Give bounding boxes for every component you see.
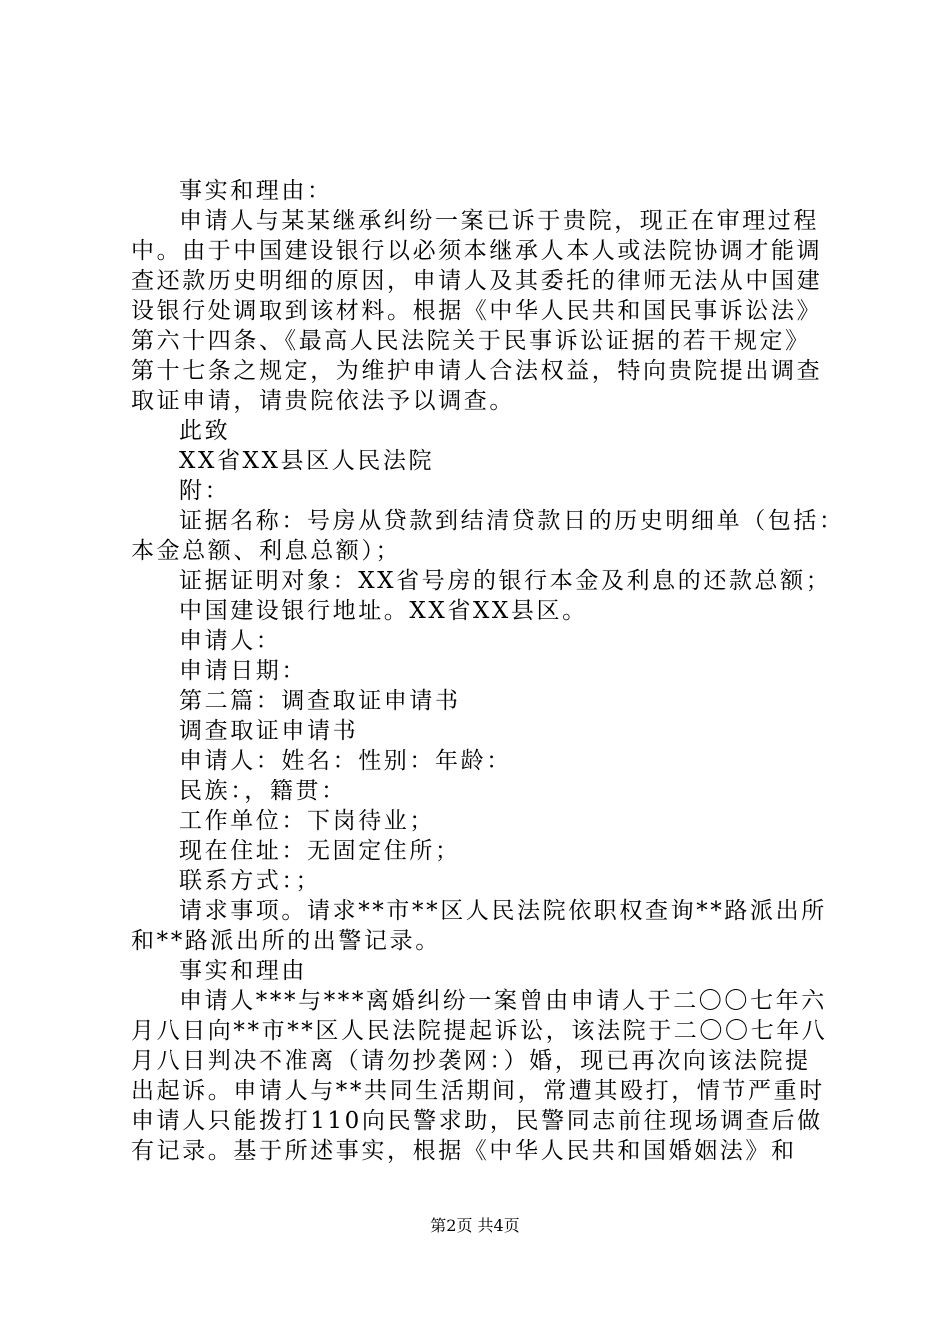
text-line: 第二篇：调查取证申请书 bbox=[179, 688, 461, 714]
text-line: 申请日期： bbox=[179, 658, 307, 684]
text-line: 出起诉。申请人与**共同生活期间，常遭其殴打，情节严重时 bbox=[131, 1078, 825, 1104]
text-line: 月八日向**市**区人民法院提起诉讼，该法院于二〇〇七年八 bbox=[131, 1018, 828, 1044]
text-line: 联系方式：； bbox=[179, 868, 322, 894]
text-line: 附： bbox=[179, 478, 231, 504]
text-line: 民族：，籍贯： bbox=[179, 778, 347, 804]
text-line: 证据名称：号房从贷款到结清贷款日的历史明细单（包括： bbox=[179, 508, 845, 534]
text-line: 查还款历史明细的原因，申请人及其委托的律师无法从中国建 bbox=[131, 268, 823, 294]
text-line: 申请人： bbox=[179, 628, 282, 654]
text-line: 申请人：姓名：性别：年龄： bbox=[179, 748, 512, 774]
text-line: XX省XX县区人民法院 bbox=[179, 448, 435, 474]
text-line: 设银行处调取到该材料。根据《中华人民共和国民事诉讼法》 bbox=[131, 298, 823, 324]
text-line: 和**路派出所的出警记录。 bbox=[131, 928, 441, 954]
text-line: 申请人与某某继承纠纷一案已诉于贵院，现正在审理过程 bbox=[179, 208, 819, 234]
text-line: 第十七条之规定，为维护申请人合法权益，特向贵院提出调查 bbox=[131, 358, 823, 384]
text-line: 月八日判决不准离（请勿抄袭网：）婚，现已再次向该法院提 bbox=[131, 1048, 811, 1074]
text-line: 中国建设银行地址。XX省XX县区。 bbox=[179, 598, 588, 624]
text-line: 工作单位：下岗待业； bbox=[179, 808, 435, 834]
text-line: 取证申请，请贵院依法予以调查。 bbox=[131, 388, 515, 414]
page-footer: 第2页 共4页 bbox=[430, 1216, 520, 1235]
text-line: 此致 bbox=[179, 418, 231, 444]
text-line: 申请人***与***离婚纠纷一案曾由申请人于二〇〇七年六 bbox=[179, 988, 827, 1014]
text-line: 有记录。基于所述事实，根据《中华人民共和国婚姻法》和 bbox=[131, 1138, 797, 1164]
text-line: 事实和理由 bbox=[179, 958, 307, 984]
text-line: 中。由于中国建设银行以必须本继承人本人或法院协调才能调 bbox=[131, 238, 823, 264]
text-line: 本金总额、利息总额）； bbox=[131, 538, 402, 564]
text-line: 调查取证申请书 bbox=[179, 718, 359, 744]
text-line: 事实和理由： bbox=[179, 178, 333, 204]
text-line: 请求事项。请求**市**区人民法院依职权查询**路派出所 bbox=[179, 898, 827, 924]
text-line: 现在住址：无固定住所； bbox=[179, 838, 461, 864]
text-line: 第六十四条、《最高人民法院关于民事诉讼证据的若干规定》 bbox=[131, 328, 811, 354]
text-line: 证据证明对象：XX省号房的银行本金及利息的还款总额； bbox=[179, 568, 832, 594]
text-line: 申请人只能拨打110向民警求助，民警同志前往现场调查后做 bbox=[131, 1108, 823, 1134]
document-body bbox=[131, 176, 845, 1166]
